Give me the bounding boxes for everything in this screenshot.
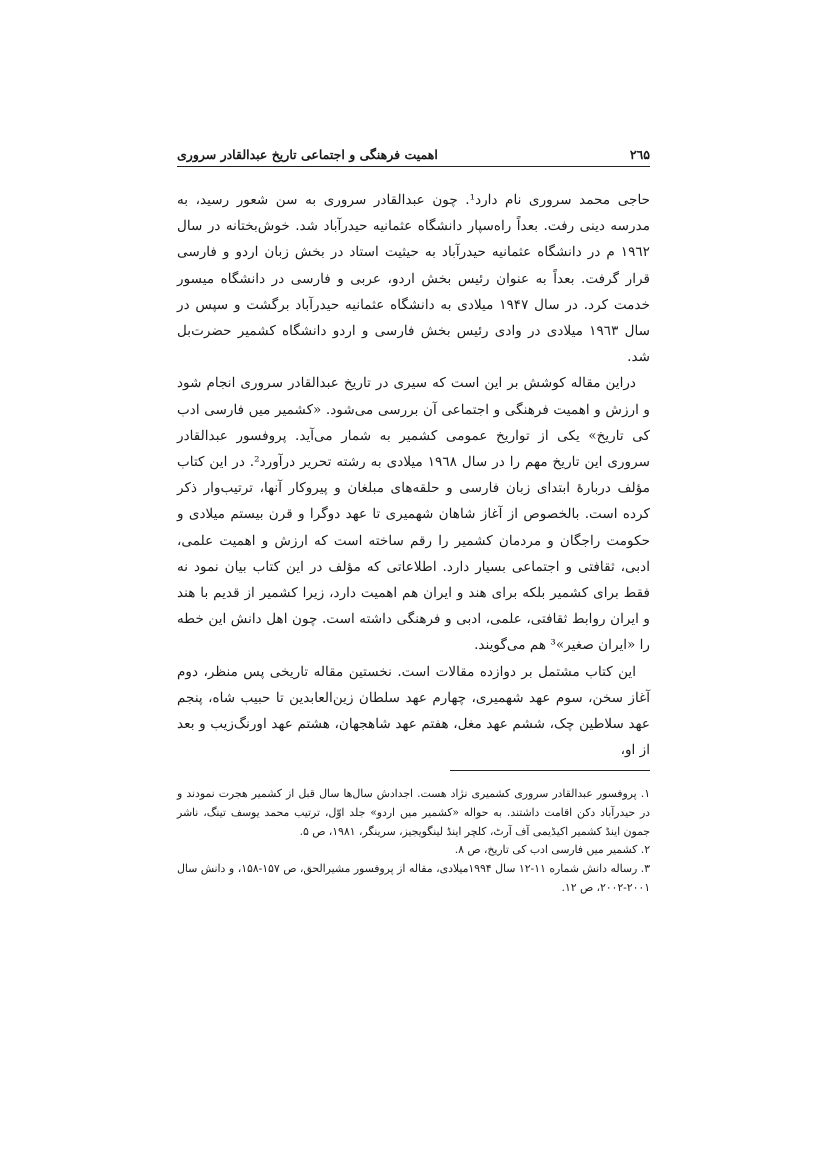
paragraph-2: دراین مقاله کوشش بر این است که سیری در تاریخ عبدالقادر سروری انجام شود و ارزش و اهمیت فرهنگی و اجتماعی آن بررسی می‌شود. «کشمیر میں فارسی ادب کی تاریخ» یکی از تواریخ عمومی کشمیر به شمار می‌آید. پروفسور عبدالقادر سروری این تاریخ مهم را در سال ۱۹٦۸ میلادی به رشته تحریر درآورد². در این کتاب مؤلف دربارهٔ ابتدای زبان فارسی و حلقه‌های مبلغان و پیروکار آنها، ترتیب‌وار ذکر کرده است. بالخصوص از آغاز شاهان شهمیری تا عهد دوگرا و قرن بیستم میلادی و حکومت راجگان و مردمان کشمیر را رقم ساخته است که ارزش و اهمیت علمی، ادبی، ثقافتی و اجتماعی بسیار دارد. اطلاعاتی که مؤلف در این کتاب بیان نمود نه فقط برای کشمیر بلکه برای هند و ایران هم اهمیت دارد، زیرا کشمیر از قدیم با هند و ایران روابط ثقافتی، علمی، ادبی و فرهنگی داشته است. چون اهل دانش این خطه را «ایران صغیر»³ هم می‌گویند. (177, 375, 650, 654)
running-header (177, 140, 650, 167)
paragraph-1: حاجی محمد سروری نام دارد¹. چون عبدالقادر سروری به سن شعور رسید، به مدرسه دینی رفت. بعداً راه‌سپار دانشگاه عثمانیه حیدرآباد شد. خوش‌بختانه در سال ۱۹٦۲ م در دانشگاه عثمانیه حیدرآباد به حیثیت استاد در بخش زبان اردو و فارسی قرار گرفت. بعداً به عنوان رئیس بخش اردو، عربی و فارسی در دانشگاه میسور خدمت کرد. در سال ۱۹۴۷ میلادی به دانشگاه عثمانیه حیدرآباد برگشت و سپس در سال ۱۹٦۳ میلادی در وادی رئیس بخش فارسی و اردو دانشگاه کشمیر حضرت‌بل شد. (177, 192, 651, 366)
footnotes (177, 770, 650, 898)
footnote-2: ۲. کشمیر میں فارسی ادب کی تاریخ، ص ۸. (454, 843, 650, 857)
paragraph-3: این کتاب مشتمل بر دوازده مقالات است. نخستین مقاله تاریخی پس منظر، دوم آغاز سخن، سوم عهد شهمیری، چهارم عهد سلطان زین‌العابدین تا حبیب شاه، پنجم عهد سلاطین چک، ششم عهد مغل، هفتم عهد شاهجهان، هشتم عهد اورنگ‌زیب و بعد از او، (177, 663, 650, 759)
body-text (177, 187, 650, 763)
page (177, 140, 651, 894)
running-title: اهمیت فرهنگی و اجتماعی تاریخ عبدالقادر سروری (177, 147, 438, 162)
footnote-3: ۳. رساله دانش شماره ۱۱-۱۲ سال ۱۹۹۴میلادی، مقاله از پروفسور مشیرالحق، ص ۱۵۷-۱۵۸، و دانش سال ۲۰۰۱-۲۰۰۲، ص ۱۲. (177, 862, 650, 894)
footnote-separator (450, 770, 650, 771)
footnote-1: ۱. پروفسور عبدالقادر سروری کشمیری نژاد هست. اجدادش سال‌ها سال قبل از کشمیر هجرت نمودند و در حیدرآباد دکن اقامت داشتند. به حواله «کشمیر میں اردو» جلد اوّل، ترتیب محمد یوسف تینگ، ناشر جمون اینڈ کشمیر اکیڈیمی آف آرٹ، کلچر اینڈ لینگویجیز، سرینگر، ۱۹۸۱، ص ۵. (177, 787, 650, 838)
page-number: ۲٦۵ (629, 147, 650, 162)
